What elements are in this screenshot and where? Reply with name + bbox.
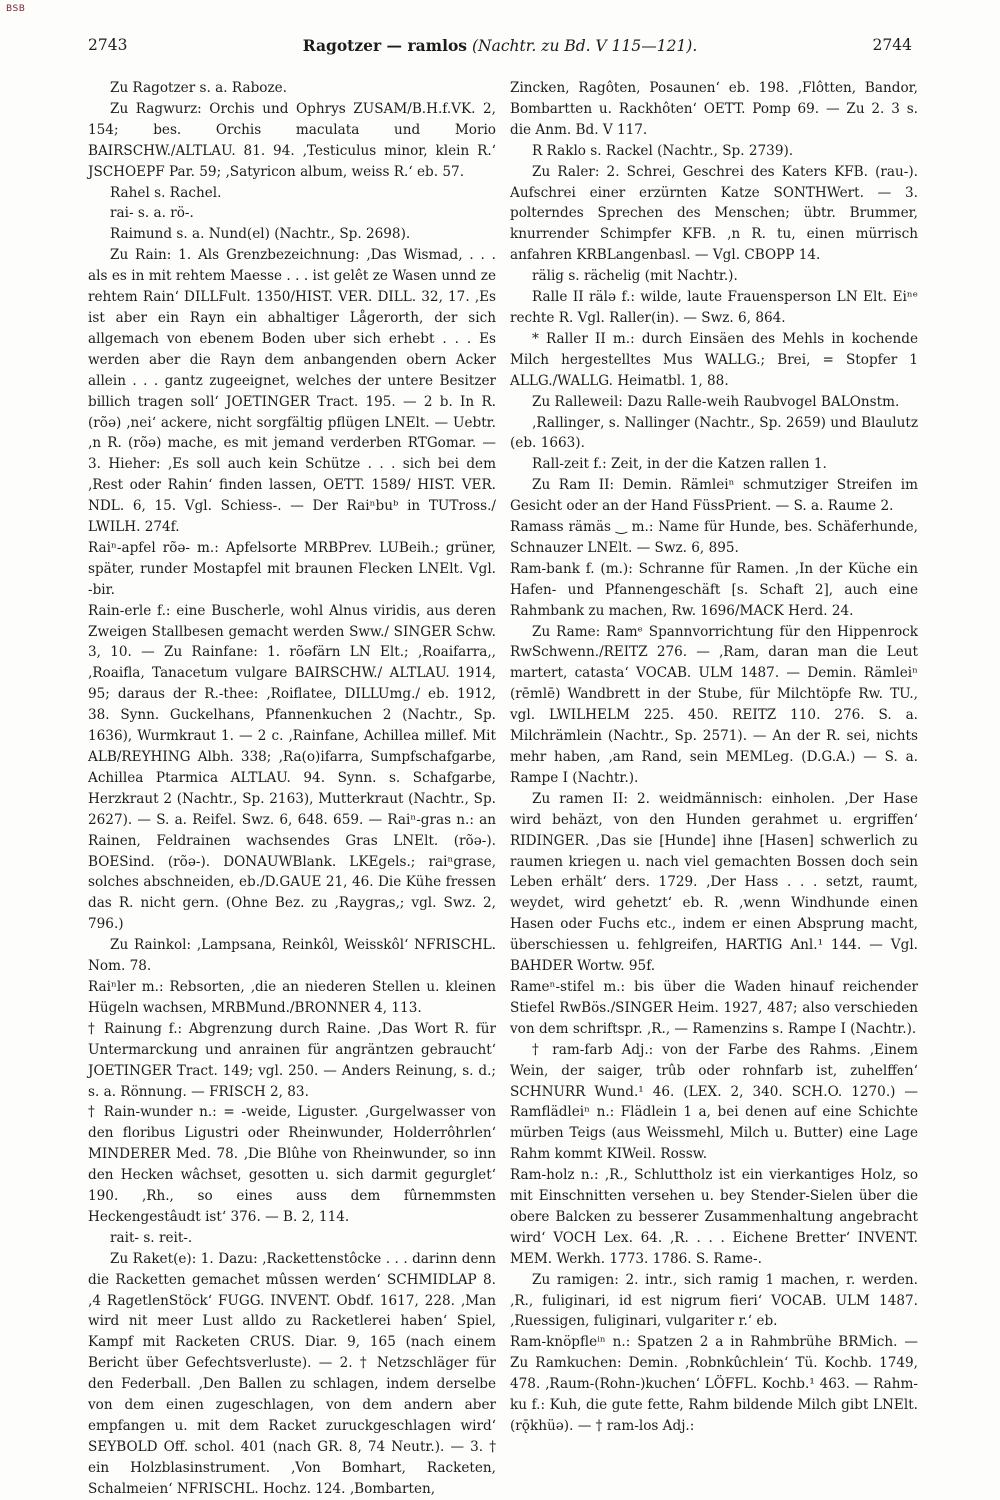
dictionary-entry: Zu Ralleweil: Dazu Ralle-weih Raubvogel BALOnstm. — [532, 393, 900, 410]
dictionary-entry: Rameⁿ-stifel m.: bis über die Waden hinauf reichender Stiefel RwBös./SINGER Heim. 1927, 487; also verschieden von dem schriftspr. ‚R.‚ — Ramenzins s. Rampe I (Nachtr.). — [510, 978, 918, 1037]
dictionary-entry: Zu Ragwurz: Orchis und Ophrys ZUSAM/B.H.f.VK. 2, 154; bes. Orchis maculata und Morio BAIRSCHW./ALTLAU. 81. 94. ‚Testiculus minor, klein R.‘ JSCHOEPF Par. 59; ‚Satyricon album, weiss R.‘ eb. 57. — [88, 100, 496, 180]
dictionary-entry: Ramass rämäs ‿ m.: Name für Hunde, bes. Schäferhunde, Schnauzer LNElt. — Swz. 6, 895. — [510, 519, 918, 556]
dictionary-entry: Zu Ram II: Demin. Rämleiⁿ schmutziger Streifen im Gesicht oder an der Hand FüssPrient. — S. a. Raume 2. — [510, 477, 918, 515]
dictionary-entry: Rain-erle f.: eine Buscherle, wohl Alnus viridis, aus deren Zweigen Stallbesen gemacht werden Sww./ SINGER Schw. 3, 10. — Zu Rainfane: 1. rõəfärn LN Elt.; ‚Roaifarra‚, ‚Roaifla‚ Tanacetum vulgare BAIRSCHW./ ALTLAU. 1914, 95; daraus der R.-thee: ‚Roiflatee‚ DILLUmg./ eb. 1912, 38. Synn. Guckelhans, Pfannenkuchen 2 (Nachtr., Sp. 1636), Wurmkraut 1. — 2 c. ‚Rainfane‚ Achillea millef. Mit ALB/REYHING Albh. 338; ‚Ra(o)ifarra‚ Sumpfschafgarbe, Achillea Ptarmica ALTLAU. 94. Synn. s. Schafgarbe, Herzkraut 2 (Nachtr., Sp. 2163), Mutterkraut (Nachtr., Sp. 2627). — S. a. Reifel. Swz. 6, 648. 659. — Raiⁿ-gras n.: an Rainen, Feldrainen wachsendes Gras LNElt. (rõə-). BOESind. (rõə-). DONAUWBlank. LKEgels.; raiⁿgrase‚ solches abschneiden, eb./D.GAUE 21, 46. Die Kühe fressen das R. nicht gern. (Ohne Bez. zu ‚Raygras‚; vgl. Swz. 2, 796.) — [88, 602, 496, 933]
dictionary-entry: ‚Rallinger‚ s. Nallinger (Nachtr., Sp. 2659) und Blaulutz (eb. 1663). — [510, 414, 918, 452]
running-title-supplement: (Nachtr. zu Bd. V 115—121). — [471, 37, 698, 55]
running-title-main: Ragotzer — ramlos — [302, 36, 468, 55]
dictionary-entry: Zu Raket(e): 1. Dazu: ‚Rackettenstôcke . . . darinn denn die Racketten gemachet mûssen werden‘ SCHMIDLAP 8. ‚4 RagetlenStöck‘ FUGG. INVENT. Obdf. 1617, 228. ‚Man wird nit meer Lust alldo zu Racketlerei haben‘ Spiel, Kampf mit Racketen CRUS. Diar. 9, 165 (nach einem Bericht über Gefechtsverluste). — 2. † Netzschläger für den Federball. ‚Den Ballen zu schlagen, indem derselbe von dem einen zugeschlagen, von dem andern aber empfangen u. mit dem Racket zuruckgeschlagen wird‘ SEYBOLD Off. schol. 401 (nach GR. 8, 74 Neutr.). — 3. † ein Holzblasinstrument. ‚Von Bomhart, Racketen, Schalmeien‘ NFRISCHL. Hochz. 124. ‚Bombarten, — [88, 1250, 496, 1497]
dictionary-entry: rälig s. rächelig (mit Nachtr.). — [532, 268, 738, 285]
dictionary-entry: Raimund s. a. Nund(el) (Nachtr., Sp. 2698). — [110, 226, 411, 243]
dictionary-entry: Zu ramigen: 2. intr., sich ramig 1 machen, r. werden. ‚R., fuliginari, id est nigrum fieri‘ VOCAB. ULM 1487. ‚Ruessigen, fuliginari, vulgariter r.‘ eb. — [510, 1271, 918, 1330]
dictionary-entry: Zu ramen II: 2. weidmännisch: einholen. ‚Der Hase wird behäzt, von den Hunden gerahmet u. ergriffen‘ RIDINGER. ‚Das sie [Hunde] ihne [Hasen] schwerlich zu raumen kriegen u. nach viel gemachten Bossen doch sein Leben erhält‘ ders. 1729. ‚Der Hass . . . setzt, raumt, weydet, wird gehetzt‘ eb. R. ‚wenn Windhunde einen Hasen oder Fuchs etc., indem er einen Absprung macht, überschiessen u. fehlgreifen‚ HARTIG Anl.¹ 144. — Vgl. BAHDER Wortw. 95f. — [510, 790, 918, 975]
dictionary-entry: † Rain-wunder n.: = -weide, Liguster. ‚Gurgelwasser von den floribus Ligustri oder Rheinwunder, Holderrôhrlen‘ MINDERER Med. 78. ‚Die Blûhe von Rheinwunder, so inn den Hecken wâchset, gesotten u. sich darmit gegurglet‘ 190. ‚Rh., so eines auss dem fûrnemmsten Heckengestâudt ist‘ 376. — B. 2, 114. — [88, 1104, 496, 1225]
page-number-right: 2744 — [872, 36, 912, 54]
dictionary-entry: R Raklo s. Rackel (Nachtr., Sp. 2739). — [532, 142, 794, 159]
dictionary-entry: Raiⁿler m.: Rebsorten, ‚die an niederen Stellen u. kleinen Hügeln wachsen‚ MRBMund./BRONNER 4, 113. — [88, 978, 496, 1016]
page-number-left: 2743 — [88, 36, 128, 54]
left-column — [88, 78, 496, 1497]
dictionary-entry: * Raller II m.: durch Einsäen des Mehls in kochende Milch hergestelltes Mus WALLG.; Brei, = Stopfer 1 ALLG./WALLG. Heimatbl. 1, 88. — [510, 330, 918, 389]
library-mark: BSB — [6, 4, 26, 14]
dictionary-entry: Zu Raler: 2. Schrei, Geschrei des Katers KFB. (rau-). Aufschrei einer erzürnten Katze SONTHWert. — 3. polterndes Sprechen des Menschen; übtr. Brummer, knurrender Schimpfer KFB. ‚n R. tu‚ einen mürrisch anfahren KRBLangenbasl. — Vgl. CBOPP 14. — [510, 163, 918, 264]
dictionary-entry: Rall-zeit f.: Zeit, in der die Katzen rallen 1. — [532, 456, 827, 473]
page-header — [88, 36, 912, 62]
dictionary-entry: Rahel s. Rachel. — [110, 184, 222, 201]
dictionary-entry: Ram-knöpfleⁱⁿ n.: Spatzen 2 a in Rahmbrühe BRMich. — Zu Ramkuchen: Demin. ‚Robnkûchlein‘ Tü. Kochb. 1749, 478. ‚Raum-(Rohn-)kuchen‘ LÖFFL. Kochb.¹ 463. — Rahm-ku f.: Kuh, die gute fette, Rahm bildende Milch gibt LNElt. (rǭkhüə). — † ram-los Adj.: — [510, 1334, 918, 1434]
dictionary-entry: Ram-bank f. (m.): Schranne für Ramen. ‚In der Küche ein Hafen- und Pfannengeschäft [s. Schaft 2], auch eine Rahmbank zu machen‚ Rw. 1696/MACK Herd. 24. — [510, 560, 918, 619]
dictionary-entry: Zu Rainkol: ‚Lampsana, Reinkôl, Weisskôl‘ NFRISCHL. Nom. 78. — [88, 937, 496, 975]
dictionary-entry: rait- s. reit-. — [110, 1229, 193, 1246]
dictionary-entry: Ram-holz n.: ‚R., Schluttholz ist ein vierkantiges Holz, so mit Einschnitten versehen u. bey Stender-Sielen über die obere Balcken zu besserer Zusammenhaltung angebracht wird‘ VOCH Lex. 64. ‚R. . . . Eichene Bretter‘ INVENT. MEM. Werkh. 1773. 1786. S. Rame-. — [510, 1167, 918, 1267]
dictionary-entry: Raiⁿ-apfel rõə- m.: Apfelsorte MRBPrev. LUBeih.; grüner, später, runder Mostapfel mit braunen Flecken LNElt. Vgl. -bir. — [88, 539, 496, 598]
dictionary-entry: † Rainung f.: Abgrenzung durch Raine. ‚Das Wort R. für Untermarckung und anrainen für angräntzen gebraucht‘ JOETINGER Tract. 149; vgl. 250. — Anders Reinung, s. d.; s. a. Rönnung. — FRISCH 2, 83. — [88, 1020, 496, 1100]
dictionary-entry: Zu Rain: 1. Als Grenzbezeichnung: ‚Das Wismad, . . . als es in mit rehtem Maesse . . . ist gelêt ze Wasen unnd ze rehtem Rain‘ DILLFult. 1350/HIST. VER. DILL. 32, 17. ‚Es ist aber ein Rayn ein abhaltiger Lågerorth, der sich allgemach von ebenem Boden uber sich erhebt . . . Es werden aber die Rayn dem anbangenden obern Acker allein . . . gantz zugeeignet, welches der untere Besitzer billich tragen soll‘ JOETINGER Tract. 195. — 2 b. In R. (rõə) ‚nei‘ ackere‚ nicht sorgfältig pflügen LNElt. — Uebtr. ‚n R. (rõə) mache‚ es mit jemand verderben RTGomar. — 3. Hieher: ‚Es soll auch kein Schütze . . . sich bei dem ‚Rest oder Rahin‘ finden lassen‚ OETT. 1589/ HIST. VER. NDL. 6, 15. Vgl. Schiess-. — Der Raiⁿbuᵇ in TUTross./ LWILH. 274f. — [88, 247, 496, 536]
right-column — [510, 78, 918, 1434]
dictionary-entry: Zincken, Ragôten, Posaunen‘ eb. 198. ‚Flôtten, Bandor, Bombartten u. Rackhôten‘ OETT. Pomp 69. — Zu 2. 3 s. die Anm. Bd. V 117. — [510, 80, 918, 138]
dictionary-entry: Zu Ragotzer s. a. Raboze. — [110, 80, 287, 96]
dictionary-entry: Ralle II rälə f.: wilde, laute Frauensperson LN Elt. Eiⁿᵉ rechte R. Vgl. Raller(in). — Swz. 6, 864. — [510, 289, 918, 326]
running-title — [88, 36, 912, 55]
dictionary-entry: Zu Rame: Ramᵉ Spannvorrichtung für den Hippenrock RwSchwenn./REITZ 276. — ‚Ram, daran man die Leut martert, catasta‘ VOCAB. ULM 1487. — Demin. Rämleiⁿ (rēmlē) Wandbrett in der Stube, für Milchtöpfe Rw. TU., vgl. LWILHELM 225. 450. REITZ 110. 276. S. a. Milchrämlein (Nachtr., Sp. 2571). — An der R. sei‚ nichts mehr haben, ‚am Rand‚ sein MEMLeg. (D.G.A.) — S. a. Rampe I (Nachtr.). — [510, 623, 918, 786]
dictionary-entry: rai- s. a. rö-. — [110, 205, 194, 222]
dictionary-entry: † ram-farb Adj.: von der Farbe des Rahms. ‚Einem Wein, der saiger, trûb oder rohnfarb ist, zuhelffen‘ SCHNURR Wund.¹ 46. (LEX. 2, 340. SCH.O. 1270.) — Ramflädleiⁿ n.: Flädlein 1 a, bei denen auf eine Schichte mürben Teigs (aus Weissmehl, Milch u. Butter) eine Lage Rahm kommt KIWeil. Rossw. — [510, 1041, 918, 1163]
